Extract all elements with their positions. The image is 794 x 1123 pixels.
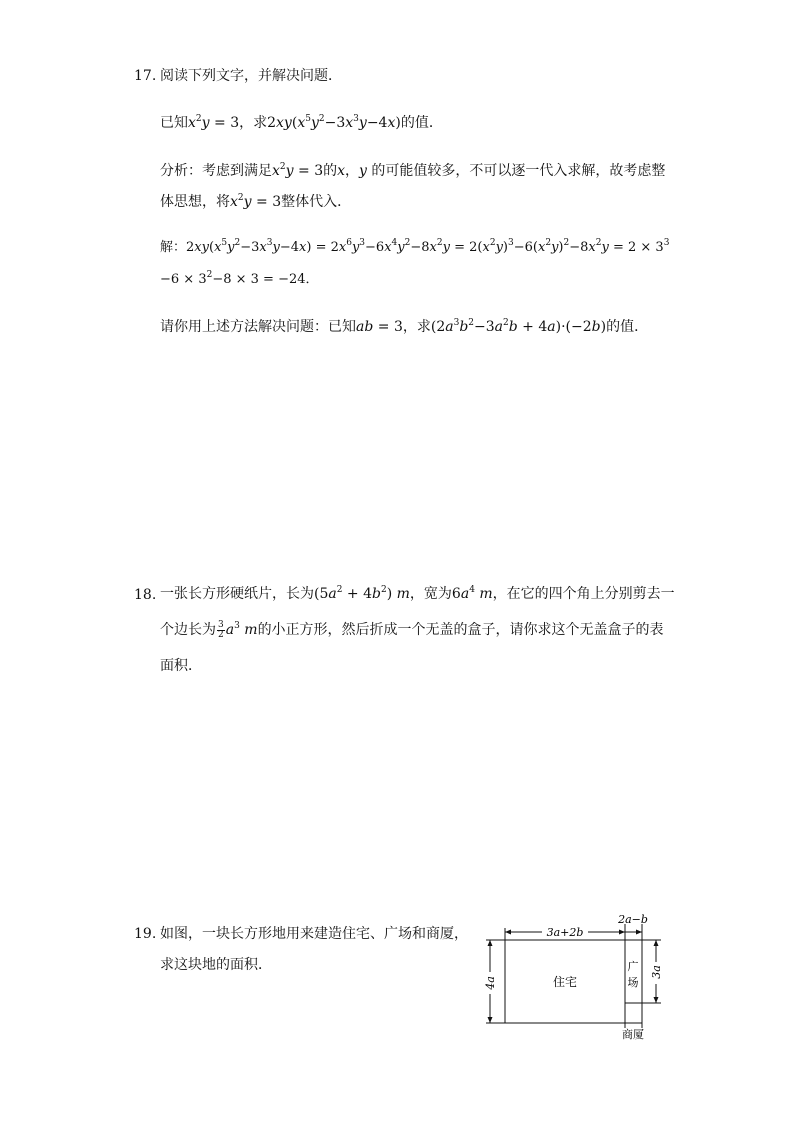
math-given: $x^2y = 3$ bbox=[188, 114, 240, 131]
region-house-label: 住宅 bbox=[552, 975, 578, 989]
math-task-given: ab = 3 bbox=[356, 319, 403, 335]
analysis-line-2 bbox=[160, 192, 351, 212]
solution-label: 解： bbox=[160, 240, 187, 255]
analysis-text: 分析：考虑到满足 bbox=[160, 163, 272, 179]
math-condition: $x^2y = 3$ bbox=[230, 193, 282, 210]
question-title: 阅读下列文字，并解决问题． bbox=[160, 68, 342, 84]
q18-line-1 bbox=[160, 584, 675, 604]
analysis-text: 体思想，将 bbox=[160, 194, 230, 210]
question-number: 19. bbox=[134, 926, 157, 942]
question-number: 18. bbox=[134, 587, 157, 603]
q19-line-2: 求这块地的面积． bbox=[160, 957, 272, 973]
math-expression: $2xy(x^5y^2-3x^3y-4x)$ bbox=[267, 114, 401, 131]
q18-text: ，在它的四个角上分别剪去一 bbox=[492, 586, 675, 602]
fraction: $\frac{3}{2}$ bbox=[218, 619, 224, 640]
top-left-label: 3a+2b bbox=[546, 926, 584, 939]
arrow-head bbox=[619, 930, 625, 935]
arrow-head bbox=[505, 930, 511, 935]
q18-line-2 bbox=[160, 620, 664, 640]
q18-text: 的小正方形，然后折成一个无盖的盒子，请你求这个无盖盒子的表 bbox=[257, 622, 664, 638]
arrow-head bbox=[636, 930, 642, 935]
task-text: 的值． bbox=[606, 319, 649, 335]
math-solution: $2xy(x^5y^2-3x^3y-4x) = 2x^6y^3-6x^4y^2-8x^2y = 2(x^2y)^3-6(x^2y)^2-8x^2y = 2 \times 3^3$ bbox=[186, 238, 670, 255]
given-prefix: 已知 bbox=[160, 115, 188, 131]
land-figure bbox=[480, 910, 670, 1045]
solution-line-2 bbox=[160, 270, 319, 290]
q19-line-1: 如图，一块长方形地用来建造住宅、广场和商厦， bbox=[160, 926, 468, 942]
math-length: $(5a^2 + 4b^2)$ m bbox=[314, 585, 410, 602]
math-width: $6a^4$ m bbox=[451, 585, 493, 602]
question-number: 17. bbox=[134, 68, 157, 84]
math-side: $\frac{3}{2}$ $a^3$ m bbox=[218, 619, 258, 640]
task-line bbox=[160, 317, 648, 337]
given-suffix: 的值． bbox=[400, 115, 443, 131]
solution-line-1 bbox=[160, 238, 669, 258]
analysis-line-1 bbox=[160, 161, 665, 181]
analysis-text: 的可能值较多，不可以逐一代入求解，故考虑整 bbox=[371, 163, 666, 179]
q18-line-3: 面积． bbox=[160, 658, 202, 674]
arrow-head bbox=[654, 940, 659, 946]
task-text: ，求 bbox=[402, 319, 431, 335]
math-condition: $x^2y = 3$ bbox=[272, 162, 324, 179]
analysis-text: 整体代入． bbox=[281, 194, 352, 210]
math-task-expression: $(2a^3b^2-3a^2b + 4a)\cdot(-2b)$ bbox=[430, 318, 607, 335]
top-right-label: 2a−b bbox=[618, 913, 648, 926]
region-square-label-2: 场 bbox=[627, 976, 639, 989]
arrow-head bbox=[488, 1017, 493, 1023]
q18-text: ，宽为 bbox=[409, 586, 452, 602]
task-text: 请你用上述方法解决问题：已知 bbox=[160, 319, 356, 335]
math-solution: $-6 \times 3^2-8 \times 3 = -24$． bbox=[160, 270, 319, 287]
q18-text: 一张长方形硬纸片，长为 bbox=[160, 586, 314, 602]
given-line bbox=[160, 113, 443, 133]
right-label: 3a bbox=[650, 965, 663, 979]
analysis-text: 的 bbox=[323, 163, 338, 179]
region-mall-label: 商厦 bbox=[622, 1028, 644, 1041]
q18-text: 个边长为 bbox=[160, 622, 216, 638]
left-label: 4a bbox=[484, 976, 497, 990]
given-mid: ，求 bbox=[239, 115, 268, 131]
arrow-head bbox=[488, 940, 493, 946]
math-variables: x，y bbox=[337, 163, 367, 179]
region-square-label-1: 广 bbox=[627, 960, 639, 973]
arrow-head bbox=[654, 997, 659, 1003]
